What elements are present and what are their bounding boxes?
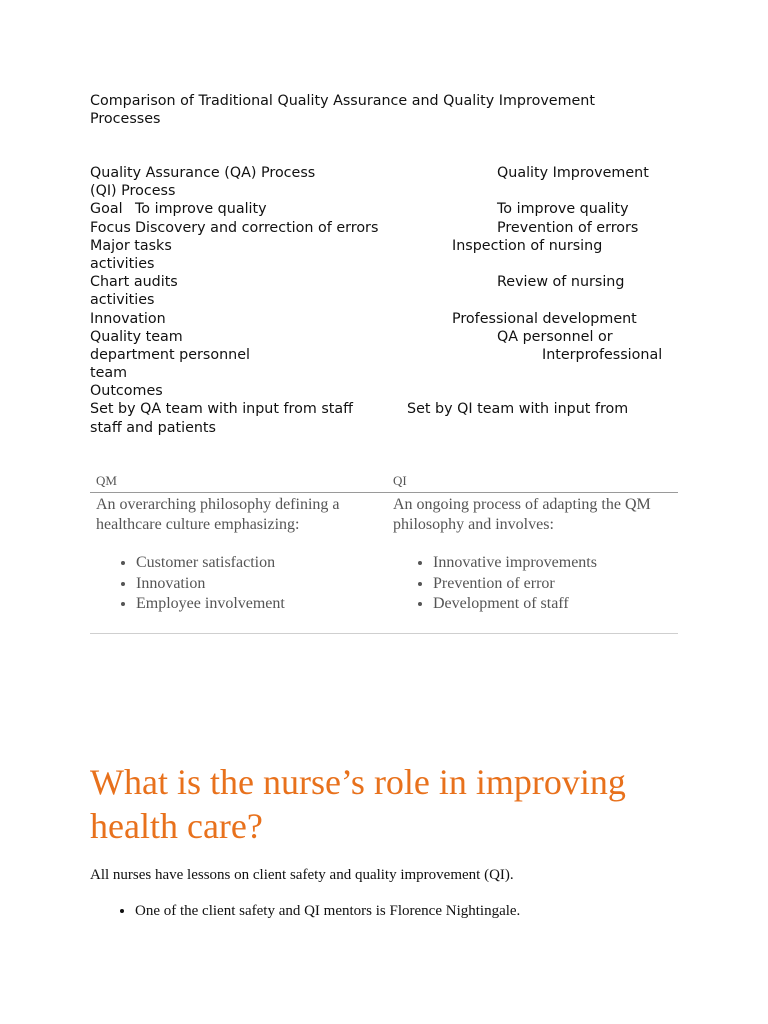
list-item: • One of the client safety and QI mentors is Florence Nightingale. — [135, 902, 735, 920]
text-line — [90, 310, 690, 328]
list-item: • Innovation — [136, 574, 382, 595]
text-fragment: QA personnel or — [497, 328, 613, 345]
text-fragment: Chart audits — [90, 274, 178, 291]
text-line — [90, 400, 690, 418]
text-line — [90, 291, 690, 309]
list-item: • Development of staff — [433, 594, 679, 615]
text-fragment: Innovation — [90, 310, 166, 327]
text-line — [90, 182, 690, 200]
text-fragment: Set by QI team with input from — [407, 401, 629, 418]
text-fragment: Quality team — [90, 328, 183, 345]
text-line — [90, 164, 690, 182]
text-line — [90, 219, 690, 237]
document-title — [90, 92, 690, 128]
text-line — [90, 346, 690, 364]
qm-description: An overarching philosophy defining a healthcare culture emphasizing: — [96, 496, 340, 533]
document-title-line-2: Processes — [90, 111, 161, 128]
text-fragment: Goal — [90, 201, 123, 218]
table-cell-qm — [96, 495, 382, 615]
text-fragment: To improve quality — [497, 201, 629, 218]
text-line — [90, 237, 690, 255]
text-fragment: Focus — [90, 219, 131, 236]
qa-qi-comparison-text — [90, 164, 690, 437]
text-fragment: Review of nursing — [497, 274, 625, 291]
table-header-qi: QI — [393, 473, 407, 488]
text-fragment: Inspection of nursing — [452, 237, 603, 254]
text-line — [90, 328, 690, 346]
text-fragment: activities — [90, 255, 155, 272]
text-fragment: activities — [90, 292, 155, 309]
text-fragment: Professional development — [452, 310, 637, 327]
section-paragraph: All nurses have lessons on client safety and quality improvement (QI). — [90, 867, 514, 883]
text-fragment: team — [90, 365, 128, 382]
text-fragment: Interprofessional — [542, 346, 663, 363]
list-item: • Prevention of error — [433, 574, 679, 595]
text-fragment: staff and patients — [90, 419, 216, 436]
list-item: • Customer satisfaction — [136, 553, 382, 574]
text-fragment: Prevention of errors — [497, 219, 639, 236]
text-line — [90, 200, 690, 218]
text-fragment: Outcomes — [90, 383, 163, 400]
text-line — [90, 364, 690, 382]
text-fragment: Quality Assurance (QA) Process — [90, 165, 316, 181]
table-cell-qi — [393, 495, 679, 615]
text-fragment: Quality Improvement — [497, 165, 649, 181]
section-heading: What is the nurse’s role in improving health care? — [90, 762, 626, 846]
text-fragment: (QI) Process — [90, 183, 176, 200]
qi-list — [393, 553, 679, 615]
document-title-line-1: Comparison of Traditional Quality Assurance and Quality Improvement — [90, 93, 595, 109]
list-item: • Employee involvement — [136, 594, 382, 615]
table-header-qm: QM — [96, 473, 117, 488]
text-fragment: To improve quality — [135, 201, 267, 218]
text-fragment: Discovery and correction of errors — [135, 219, 379, 236]
text-line — [90, 273, 690, 291]
table-row — [90, 493, 678, 634]
section-bullet-list — [90, 902, 735, 920]
text-fragment: Major tasks — [90, 237, 172, 254]
text-line — [90, 255, 690, 273]
table-header — [90, 470, 678, 493]
qi-description: An ongoing process of adapting the QM philosophy and involves: — [393, 496, 651, 533]
list-item: • Innovative improvements — [433, 553, 679, 574]
text-fragment: Set by QA team with input from staff — [90, 401, 353, 418]
qm-qi-table — [90, 470, 678, 634]
text-line — [90, 419, 690, 437]
text-fragment: department personnel — [90, 346, 250, 363]
text-line — [90, 382, 690, 400]
qm-list — [96, 553, 382, 615]
